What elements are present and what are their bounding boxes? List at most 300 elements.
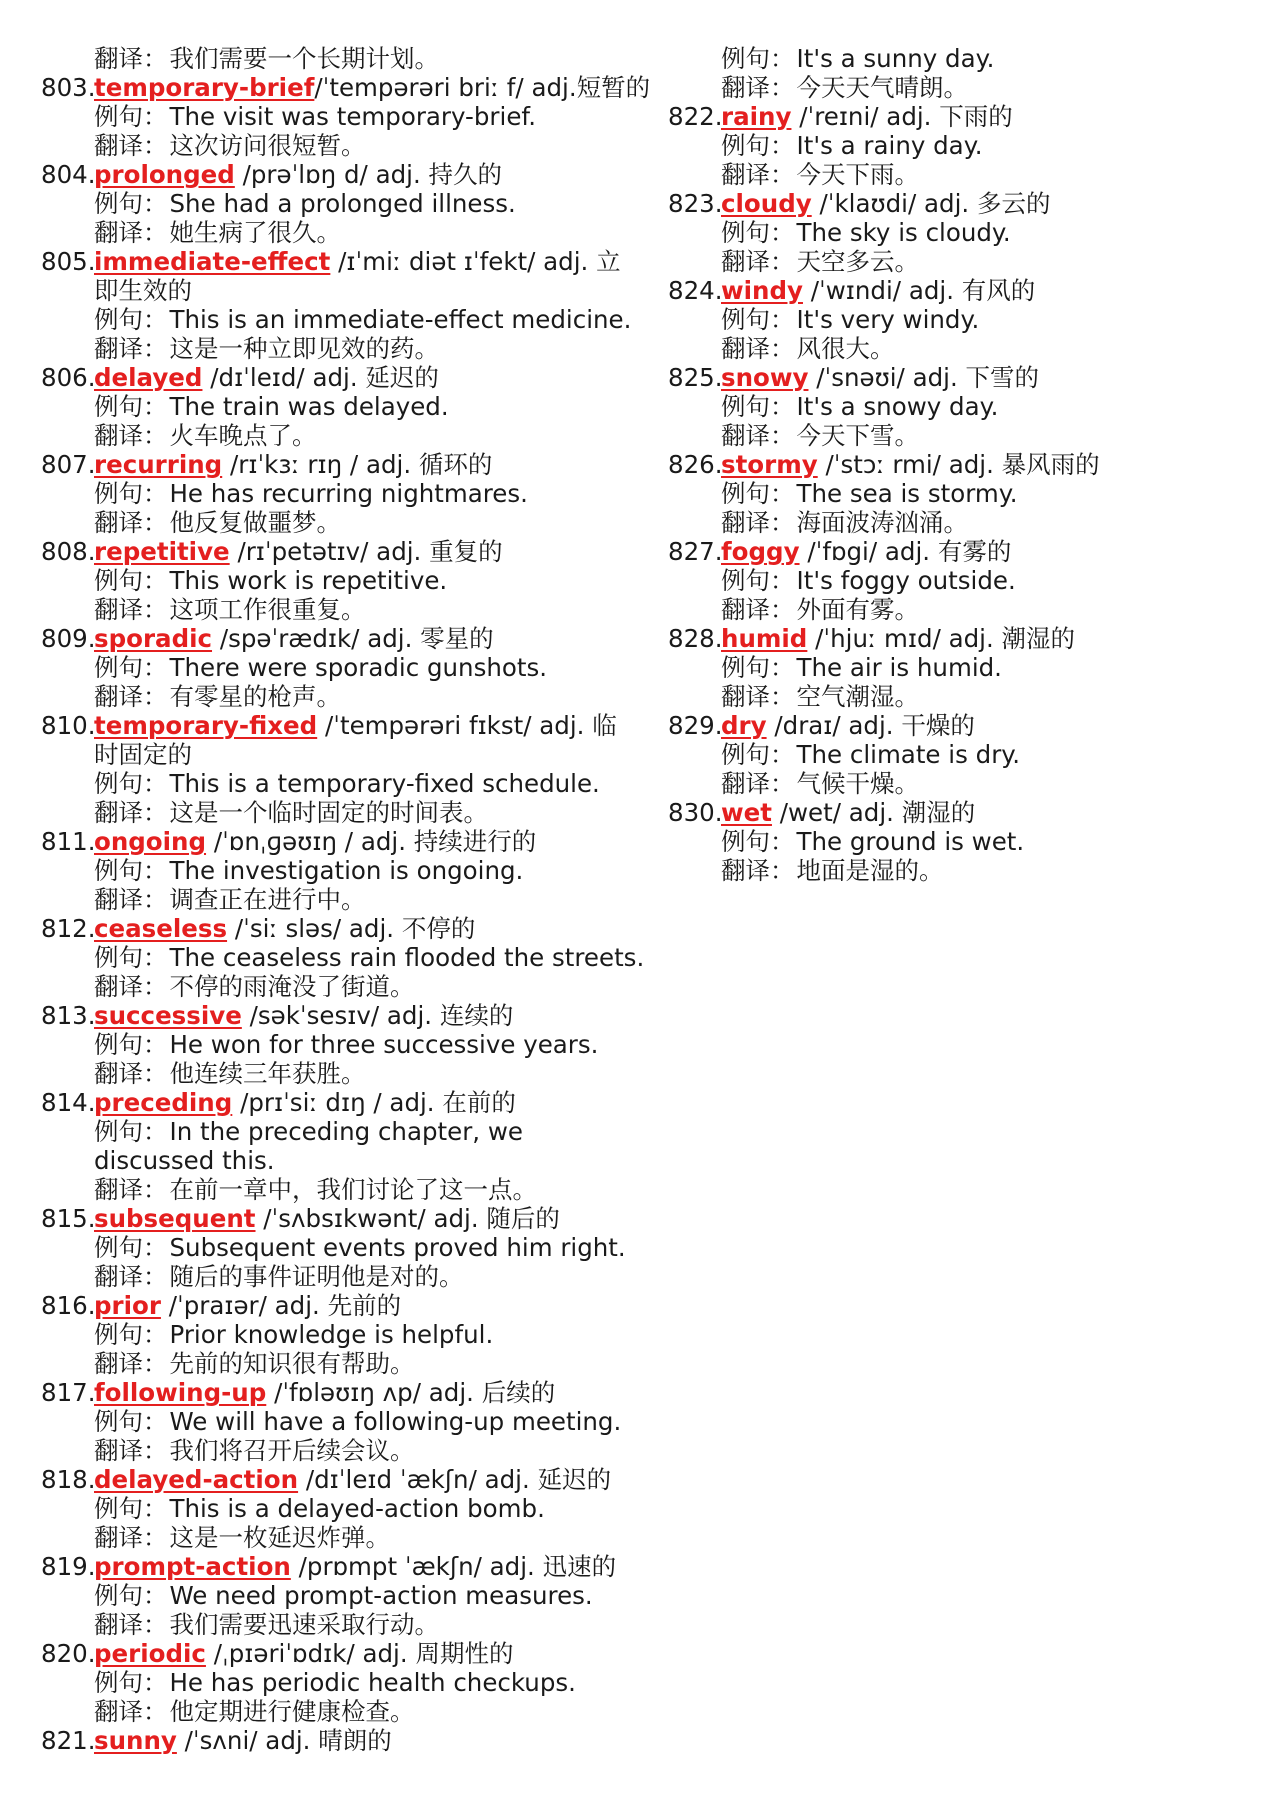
entry-817: [41, 1378, 641, 1465]
example-line: [41, 1030, 641, 1059]
headword-line: [41, 1378, 641, 1407]
example-line: [41, 1407, 641, 1436]
translation-text: 他连续三年获胜。: [169, 1059, 366, 1088]
translation-line: [41, 1436, 641, 1465]
pronunciation-definition: /spəˈrædɪk/ adj. 零星的: [212, 624, 494, 653]
translation-text: 我们需要迅速采取行动。: [169, 1610, 439, 1639]
example-text: The ground is wet.: [796, 827, 1025, 856]
pronunciation-definition: /ˈsnəʊi/ adj. 下雪的: [808, 363, 1040, 392]
entry-828: [668, 624, 1258, 711]
translation-line: [41, 682, 641, 711]
translation-line: [41, 334, 641, 363]
translation-label: 翻译：: [94, 1523, 168, 1552]
example-line: [41, 856, 641, 885]
headword: repetitive: [94, 537, 230, 566]
translation-label: 翻译：: [94, 1175, 168, 1204]
example-text: He has periodic health checkups.: [169, 1668, 576, 1697]
entry-807: [41, 450, 641, 537]
example-text: The investigation is ongoing.: [169, 856, 524, 885]
headword: successive: [94, 1001, 242, 1030]
headword: recurring: [94, 450, 223, 479]
example-line: [41, 1320, 641, 1349]
example-line: [41, 305, 641, 334]
translation-line: [41, 1175, 641, 1204]
translation-text: 火车晚点了。: [169, 421, 317, 450]
example-text: Subsequent events proved him right.: [169, 1233, 626, 1262]
entry-825: [668, 363, 1258, 450]
example-text: This work is repetitive.: [169, 566, 448, 595]
translation-line: [41, 1349, 641, 1378]
example-label: 例句：: [721, 44, 795, 73]
translation-line: [41, 798, 641, 827]
headword-line: [41, 450, 641, 479]
translation-label: 翻译：: [94, 218, 168, 247]
entry-number: 810.: [41, 711, 96, 740]
headword: cloudy: [721, 189, 812, 218]
example-label: 例句：: [94, 1407, 168, 1436]
entry-815: [41, 1204, 641, 1291]
headword-line: [41, 1001, 641, 1030]
translation-line: [41, 1697, 641, 1726]
entry-number: 822.: [668, 102, 723, 131]
entry-number: 815.: [41, 1204, 96, 1233]
example-text: This is a temporary-fixed schedule.: [169, 769, 600, 798]
headword-line: [668, 450, 1258, 479]
entry-number: 825.: [668, 363, 723, 392]
translation-text: 今天下雨。: [796, 160, 919, 189]
translation-text: 这是一个临时固定的时间表。: [169, 798, 488, 827]
headword-line: [668, 363, 1258, 392]
translation-label: 翻译：: [721, 769, 795, 798]
translation-text: 这是一种立即见效的药。: [169, 334, 439, 363]
entry-number: 805.: [41, 247, 96, 276]
example-text: The train was delayed.: [169, 392, 449, 421]
translation-text: 今天下雪。: [796, 421, 919, 450]
example-text: It's a rainy day.: [796, 131, 983, 160]
translation-line: [41, 508, 641, 537]
translation-text: 气候干燥。: [796, 769, 919, 798]
example-label: 例句：: [94, 305, 168, 334]
headword: sunny: [94, 1726, 177, 1755]
example-line: [41, 1581, 641, 1610]
entry-824: [668, 276, 1258, 363]
example-line: [41, 392, 641, 421]
entry-number: 812.: [41, 914, 96, 943]
entry-number: 811.: [41, 827, 96, 856]
entry-818: [41, 1465, 641, 1552]
translation-label: 翻译：: [94, 972, 168, 1001]
entry-820: [41, 1639, 641, 1726]
entry-number: 803.: [41, 73, 96, 102]
entry-number: 814.: [41, 1088, 96, 1117]
example-text: It's foggy outside.: [796, 566, 1016, 595]
translation-label: 翻译：: [94, 508, 168, 537]
translation-text: 地面是湿的。: [796, 856, 944, 885]
entry-813: [41, 1001, 641, 1088]
entry-816: [41, 1291, 641, 1378]
pronunciation-definition: /draɪ/ adj. 干燥的: [766, 711, 975, 740]
translation-line: [41, 595, 641, 624]
pronunciation-definition: /ˈklaʊdi/ adj. 多云的: [811, 189, 1051, 218]
entry-811: [41, 827, 641, 914]
example-text: There were sporadic gunshots.: [169, 653, 548, 682]
translation-text: 他定期进行健康检查。: [169, 1697, 415, 1726]
example-line: [41, 769, 641, 798]
headword: ongoing: [94, 827, 207, 856]
entry-803: [41, 73, 651, 160]
headword: temporary-fixed: [94, 711, 318, 740]
translation-label: 翻译：: [94, 1262, 168, 1291]
headword: stormy: [721, 450, 818, 479]
entry-number: 806.: [41, 363, 96, 392]
entry-number: 804.: [41, 160, 96, 189]
example-line: [41, 1233, 641, 1262]
lead-example-line: [668, 44, 1258, 73]
translation-text: 我们将召开后续会议。: [169, 1436, 415, 1465]
entry-number: 816.: [41, 1291, 96, 1320]
example-line: [668, 218, 1258, 247]
headword: snowy: [721, 363, 809, 392]
pronunciation-definition: /dɪˈleɪd/ adj. 延迟的: [202, 363, 439, 392]
example-text: It's a sunny day.: [796, 44, 995, 73]
headword-line: [41, 827, 641, 856]
headword: temporary-brief: [94, 73, 315, 102]
headword: preceding: [94, 1088, 233, 1117]
pronunciation-definition: /prəˈlɒŋ d/ adj. 持久的: [234, 160, 503, 189]
example-text: The ceaseless rain flooded the streets.: [169, 943, 645, 972]
entry-814: [41, 1088, 641, 1204]
entry-number: 823.: [668, 189, 723, 218]
example-text: Prior knowledge is helpful.: [169, 1320, 494, 1349]
pronunciation-definition: /prɒmpt ˈækʃn/ adj. 迅速的: [290, 1552, 617, 1581]
translation-text: 这项工作很重复。: [169, 595, 366, 624]
pronunciation-definition: /ˈɒnˌɡəʊɪŋ / adj. 持续进行的: [206, 827, 537, 856]
headword-line: [41, 914, 641, 943]
pronunciation-definition: /ˈstɔː rmi/ adj. 暴风雨的: [817, 450, 1100, 479]
pronunciation-definition: /ˈfɒləʊɪŋ ʌp/ adj. 后续的: [266, 1378, 556, 1407]
headword-line: [41, 73, 651, 102]
example-text: We need prompt-action measures.: [169, 1581, 593, 1610]
headword-line: [41, 1726, 641, 1755]
translation-text: 有零星的枪声。: [169, 682, 341, 711]
headword-line: [668, 102, 1258, 131]
translation-label: 翻译：: [94, 1697, 168, 1726]
entry-number: 817.: [41, 1378, 96, 1407]
translation-label: 翻译：: [94, 334, 168, 363]
translation-label: 翻译：: [94, 885, 168, 914]
example-label: 例句：: [721, 740, 795, 769]
headword: wet: [721, 798, 772, 827]
example-label: 例句：: [94, 1117, 168, 1146]
translation-text: 海面波涛汹涌。: [796, 508, 968, 537]
entry-number: 821.: [41, 1726, 96, 1755]
translation-line: [41, 1523, 641, 1552]
translation-text: 我们需要一个长期计划。: [169, 44, 439, 73]
pronunciation-definition: /səkˈsesɪv/ adj. 连续的: [241, 1001, 514, 1030]
example-line: [41, 479, 641, 508]
left-column: [41, 44, 651, 1755]
translation-label: 翻译：: [721, 421, 795, 450]
entry-804: [41, 160, 641, 247]
example-label: 例句：: [94, 392, 168, 421]
headword-line: [668, 711, 1258, 740]
entry-819: [41, 1552, 641, 1639]
example-label: 例句：: [721, 566, 795, 595]
translation-line: [668, 421, 1258, 450]
pronunciation-definition: /rɪˈpetətɪv/ adj. 重复的: [229, 537, 503, 566]
entry-810: [41, 711, 641, 827]
headword-line: [41, 711, 641, 769]
example-text: The air is humid.: [796, 653, 1002, 682]
headword-line: [668, 537, 1258, 566]
example-text: In the preceding chapter, we discussed this.: [94, 1117, 523, 1175]
translation-label: 翻译：: [94, 798, 168, 827]
entry-number: 824.: [668, 276, 723, 305]
example-label: 例句：: [721, 653, 795, 682]
entry-number: 818.: [41, 1465, 96, 1494]
example-text: The sea is stormy.: [796, 479, 1018, 508]
example-text: The sky is cloudy.: [796, 218, 1011, 247]
translation-text: 他反复做噩梦。: [169, 508, 341, 537]
translation-text: 她生病了很久。: [169, 218, 341, 247]
entry-805: [41, 247, 641, 363]
example-line: [668, 827, 1258, 856]
translation-text: 这次访问很短暂。: [169, 131, 366, 160]
example-label: 例句：: [94, 769, 168, 798]
entry-809: [41, 624, 641, 711]
entry-number: 828.: [668, 624, 723, 653]
entry-number: 820.: [41, 1639, 96, 1668]
right-column: [668, 44, 1258, 885]
example-line: [668, 740, 1258, 769]
entry-829: [668, 711, 1258, 798]
entry-806: [41, 363, 641, 450]
pronunciation-definition: /ˈfɒgi/ adj. 有雾的: [799, 537, 1012, 566]
translation-label: 翻译：: [94, 1349, 168, 1378]
translation-label: 翻译：: [94, 595, 168, 624]
headword: prompt-action: [94, 1552, 291, 1581]
headword: humid: [721, 624, 808, 653]
example-line: [668, 305, 1258, 334]
example-label: 例句：: [94, 1494, 168, 1523]
entry-812: [41, 914, 645, 1001]
translation-label: 翻译：: [94, 131, 168, 160]
headword-line: [41, 247, 641, 305]
translation-label: 翻译：: [721, 247, 795, 276]
pronunciation-definition: /ˈreɪni/ adj. 下雨的: [791, 102, 1013, 131]
translation-text: 先前的知识很有帮助。: [169, 1349, 415, 1378]
translation-line: [668, 682, 1258, 711]
pronunciation-definition: /rɪˈkɜː rɪŋ / adj. 循环的: [222, 450, 493, 479]
example-line: [668, 653, 1258, 682]
translation-line: [668, 595, 1258, 624]
translation-label: 翻译：: [721, 160, 795, 189]
headword: subsequent: [94, 1204, 256, 1233]
example-label: 例句：: [94, 1668, 168, 1697]
example-text: She had a prolonged illness.: [169, 189, 516, 218]
example-text: The climate is dry.: [796, 740, 1021, 769]
example-label: 例句：: [94, 1320, 168, 1349]
pronunciation-definition: /ˈhjuː mɪd/ adj. 潮湿的: [807, 624, 1076, 653]
entry-number: 819.: [41, 1552, 96, 1581]
entry-number: 829.: [668, 711, 723, 740]
translation-line: [41, 421, 641, 450]
translation-label: 翻译：: [721, 595, 795, 624]
example-label: 例句：: [94, 479, 168, 508]
example-label: 例句：: [94, 189, 168, 218]
pronunciation-definition: /ˈwɪndi/ adj. 有风的: [802, 276, 1036, 305]
headword-line: [41, 1465, 641, 1494]
pronunciation-definition: /ˈtempərəri briː f/ adj.短暂的: [314, 73, 651, 102]
translation-text: 不停的雨淹没了街道。: [169, 972, 415, 1001]
pronunciation-definition: /ˈsiː sləs/ adj. 不停的: [227, 914, 476, 943]
lead-translation-line: [668, 73, 1258, 102]
pronunciation-definition: /ɪˈmiː diət ɪˈfekt/ adj. 立即生效的: [94, 247, 621, 305]
headword: delayed: [94, 363, 203, 392]
translation-label: 翻译：: [94, 1059, 168, 1088]
translation-text: 风很大。: [796, 334, 895, 363]
entry-822: [668, 102, 1258, 189]
entry-number: 809.: [41, 624, 96, 653]
headword: rainy: [721, 102, 792, 131]
translation-line: [668, 508, 1258, 537]
example-label: 例句：: [721, 218, 795, 247]
example-label: 例句：: [94, 1233, 168, 1262]
pronunciation-definition: /dɪˈleɪd ˈækʃn/ adj. 延迟的: [298, 1465, 612, 1494]
translation-label: 翻译：: [94, 1610, 168, 1639]
translation-text: 这是一枚延迟炸弹。: [169, 1523, 390, 1552]
example-line: [668, 392, 1258, 421]
headword: following-up: [94, 1378, 267, 1407]
pronunciation-definition: /ˈsʌbsɪkwənt/ adj. 随后的: [255, 1204, 560, 1233]
example-line: [668, 131, 1258, 160]
headword: sporadic: [94, 624, 213, 653]
translation-text: 调查正在进行中。: [169, 885, 366, 914]
example-line: [41, 1117, 641, 1175]
headword: prolonged: [94, 160, 235, 189]
translation-line: [668, 769, 1258, 798]
translation-text: 外面有雾。: [796, 595, 919, 624]
example-label: 例句：: [94, 943, 168, 972]
entry-826: [668, 450, 1258, 537]
example-text: He has recurring nightmares.: [169, 479, 528, 508]
pronunciation-definition: /prɪˈsiː dɪŋ / adj. 在前的: [232, 1088, 516, 1117]
headword: windy: [721, 276, 803, 305]
entry-number: 813.: [41, 1001, 96, 1030]
entry-821: [41, 1726, 641, 1755]
example-text: He won for three successive years.: [169, 1030, 599, 1059]
pronunciation-definition: /ˈsʌni/ adj. 晴朗的: [176, 1726, 392, 1755]
example-label: 例句：: [721, 479, 795, 508]
translation-line: [41, 885, 641, 914]
translation-line: [41, 1059, 641, 1088]
headword-line: [41, 1088, 641, 1117]
example-text: We will have a following-up meeting.: [169, 1407, 622, 1436]
translation-line: [41, 1610, 641, 1639]
translation-label: 翻译：: [721, 73, 795, 102]
headword-line: [41, 363, 641, 392]
translation-text: 在前一章中，我们讨论了这一点。: [169, 1175, 537, 1204]
translation-label: 翻译：: [94, 1436, 168, 1465]
translation-line: [668, 856, 1258, 885]
example-label: 例句：: [94, 566, 168, 595]
pronunciation-definition: /ˈtempərəri fɪkst/ adj. 临时固定的: [94, 711, 617, 769]
translation-line: [41, 972, 641, 1001]
translation-label: 翻译：: [721, 856, 795, 885]
entry-number: 830.: [668, 798, 723, 827]
lead-translation-line: [41, 44, 641, 73]
headword-line: [41, 160, 641, 189]
headword-line: [668, 624, 1258, 653]
example-text: It's very windy.: [796, 305, 980, 334]
example-line: [41, 189, 641, 218]
headword-line: [41, 1639, 641, 1668]
translation-label: 翻译：: [721, 682, 795, 711]
headword: ceaseless: [94, 914, 228, 943]
translation-text: 随后的事件证明他是对的。: [169, 1262, 464, 1291]
example-label: 例句：: [94, 653, 168, 682]
entry-number: 826.: [668, 450, 723, 479]
translation-line: [668, 334, 1258, 363]
example-text: It's a snowy day.: [796, 392, 999, 421]
headword-line: [41, 1552, 641, 1581]
headword: prior: [94, 1291, 161, 1320]
headword: delayed-action: [94, 1465, 299, 1494]
headword: immediate-effect: [94, 247, 331, 276]
headword: periodic: [94, 1639, 206, 1668]
translation-label: 翻译：: [94, 44, 168, 73]
translation-line: [668, 160, 1258, 189]
example-line: [41, 943, 645, 972]
translation-text: 今天天气晴朗。: [796, 73, 968, 102]
example-label: 例句：: [94, 1581, 168, 1610]
example-label: 例句：: [94, 102, 168, 131]
example-line: [41, 1668, 641, 1697]
entry-830: [668, 798, 1258, 885]
translation-line: [668, 247, 1258, 276]
translation-line: [41, 131, 641, 160]
headword-line: [41, 1291, 641, 1320]
example-text: This is a delayed-action bomb.: [169, 1494, 545, 1523]
example-line: [41, 653, 641, 682]
example-label: 例句：: [94, 1030, 168, 1059]
example-text: This is an immediate-effect medicine.: [169, 305, 632, 334]
entry-823: [668, 189, 1258, 276]
headword-line: [41, 624, 641, 653]
headword: dry: [721, 711, 767, 740]
headword-line: [41, 537, 641, 566]
pronunciation-definition: /ˈpraɪər/ adj. 先前的: [160, 1291, 402, 1320]
entry-827: [668, 537, 1258, 624]
example-line: [41, 1494, 641, 1523]
example-label: 例句：: [94, 856, 168, 885]
example-text: The visit was temporary-brief.: [169, 102, 537, 131]
headword-line: [41, 1204, 641, 1233]
headword: foggy: [721, 537, 800, 566]
entry-number: 807.: [41, 450, 96, 479]
example-label: 例句：: [721, 305, 795, 334]
example-line: [668, 566, 1258, 595]
entry-808: [41, 537, 641, 624]
headword-line: [668, 189, 1258, 218]
example-line: [41, 566, 641, 595]
pronunciation-definition: /wet/ adj. 潮湿的: [771, 798, 976, 827]
entry-number: 808.: [41, 537, 96, 566]
translation-text: 天空多云。: [796, 247, 919, 276]
example-label: 例句：: [721, 131, 795, 160]
headword-line: [668, 276, 1258, 305]
pronunciation-definition: /ˌpɪəriˈɒdɪk/ adj. 周期性的: [205, 1639, 514, 1668]
